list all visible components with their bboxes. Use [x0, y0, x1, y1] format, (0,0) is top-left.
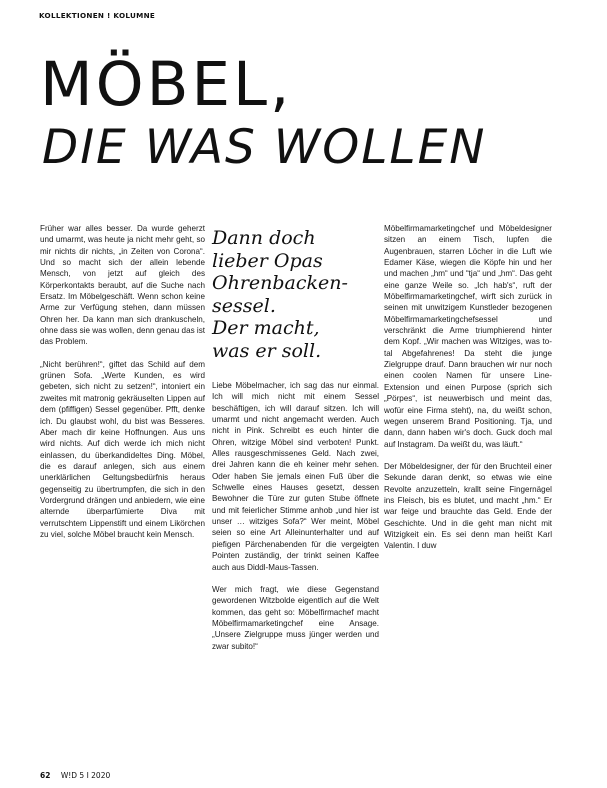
issue-label: W!D 5 I 2020 — [60, 771, 111, 780]
pull-quote-line: was er soll. — [212, 339, 322, 362]
section-kicker: KOLLEKTIONEN ! KOLUMNE — [39, 11, 156, 20]
article-column-2 — [212, 380, 379, 663]
page-footer — [40, 771, 110, 780]
paragraph: Früher war alles besser. Da wurde geherzt und umarmt, was heute ja nicht mehr geht, so mir nichts dir nichts, „in Zeiten von Corona“. Und so macht sich der allein lebende Mensch, von jetzt auf gleich des Körperkontakts beraubt, auf die Suche nach Ersatz. Im Möbelgeschäft. Wenn schon keine Arme zur Verfügung stehen, dann müssen Ohren her. Da kann man sich drankuscheln, ohne dass sie was wollen, denn genau das ist das Problem. — [40, 224, 205, 347]
pull-quote-line: Dann doch — [212, 227, 316, 249]
headline-line-2: DIE WAS WOLLEN — [42, 120, 487, 175]
article-column-3 — [384, 223, 552, 563]
pull-quote-line: lieber Opas — [212, 249, 323, 272]
article-column-1 — [40, 223, 205, 551]
pull-quote-line: sessel. — [212, 294, 276, 317]
paragraph: Möbelfirmamarketingchef und Möbeldesigner sitzen an einem Tisch, lupfen die Augenbrauen, starren Löcher in die Luft wie Edamer Käse, wiegen die Köpfe hin und her und machen „hm“ und “tja“ und „hm“. Das geht eine ganze Weile so. „Ich hab's“, ruft der Möbelfirmamarketingchef, wirft sich zurück in seinen mit unwitzigem Kunstleder bezogenen Möbelfirmamarketingchefsessel und verschränkt die Arme triumphierend hinter dem Kopf. „Wir machen was Witziges, was to-tal Abgefahrenes! Da steht die junge Zielgruppe drauf. Dann brauchen wir nur noch einen coolen Namen für unsere Line-Extension und einen Purpose (sprich sich „Pörpes“, ist neuwerbisch und meint das, wofür eine Firma steht), na, du weißt schon, wegen unserem Brand Positioning. Tja, und dann, dann haben wir's doch. Guck doch mal auf Instagram. Da weißt du, was läuft.“ — [384, 224, 552, 449]
paragraph: Liebe Möbelmacher, ich sag das nur einmal. Ich will mich nicht mit einem Sessel beschäftigen, ich will darauf sitzen. Ich will umarmt und nicht angemacht werden. Auch nicht in Pink. Schreibt es euch hinter die Ohren, witzige Möbel sind verboten! Punkt. Alles rausgeschmissenes Geld. Nach zwei, drei Jahren kann die eh keiner mehr sehen. Oder haben Sie jemals einen Fuß über die Schwelle eines Hauses gesetzt, dessen Bewohner die Türe zur guten Stube öffnete und mit feierlicher Stimme anhob „und hier ist unser … witziges Sofa?“ Wer meint, Möbel seien so eine Art Alleinunterhalter und auf piefigen Pärchenabenden für die vergeigten Pointen zuständig, der trinkt seinen Kaffee auch aus Diddl-Maus-Tassen. — [212, 381, 379, 572]
paragraph: Wer mich fragt, wie diese Gegenstand gewordenen Witzbolde eigentlich auf die Welt kommen, das geht so: Möbelfirmachef macht Möbelfirmamarketingchef eine Ansage. „Unsere Zielgruppe muss jünger werden und zwar subito!“ — [212, 584, 379, 651]
page-number: 62 — [40, 771, 51, 780]
paragraph: „Nicht berühren!“, giftet das Schild auf dem grünen Sofa. „Werte Kunden, es wird gebeten, sich nicht zu setzen!“, intoniert ein zweites mit matronig gekräuselten Lippen auf dem (pfiffigen) Sessel gegenüber. Pfft, denke ich. Du glaubst wohl, du bist was Besseres. Aber mach dir keine Hoffnungen. Aus uns wird nichts. Auf dich werde ich mich nicht einlassen, du überkandideltes Ding. Möbel, die es darauf anlegen, sich aus einem unerklärlichen Geltungsbedürfnis heraus gegenseitig zu übertrumpfen, die sich in den Vordergrund drängen und anbiedern, wie eine alternde überparfümierte Diva mit verrutschtem Lippenstift und einem Likörchen zu viel, solche Möbel braucht kein Mensch. — [40, 359, 205, 539]
pull-quote-line: Der macht, — [212, 317, 320, 339]
headline-line-1: MÖBEL, — [40, 49, 293, 120]
pull-quote-line: Ohrenbacken- — [212, 272, 348, 294]
paragraph: Der Möbeldesigner, der für den Bruchteil einer Sekunde daran denkt, so etwas wie eine Revolte anzuzetteln, krallt seine Fingernägel ins Fleisch, bis es blutet, und macht „hm.“ Er war feige und brauchte das Geld. Ende der Geschichte. Und in die geht man nicht mit Witzigkeit ein. Es sei denn man heißt Karl Valentin. I duw — [384, 461, 552, 551]
pull-quote — [212, 227, 382, 362]
